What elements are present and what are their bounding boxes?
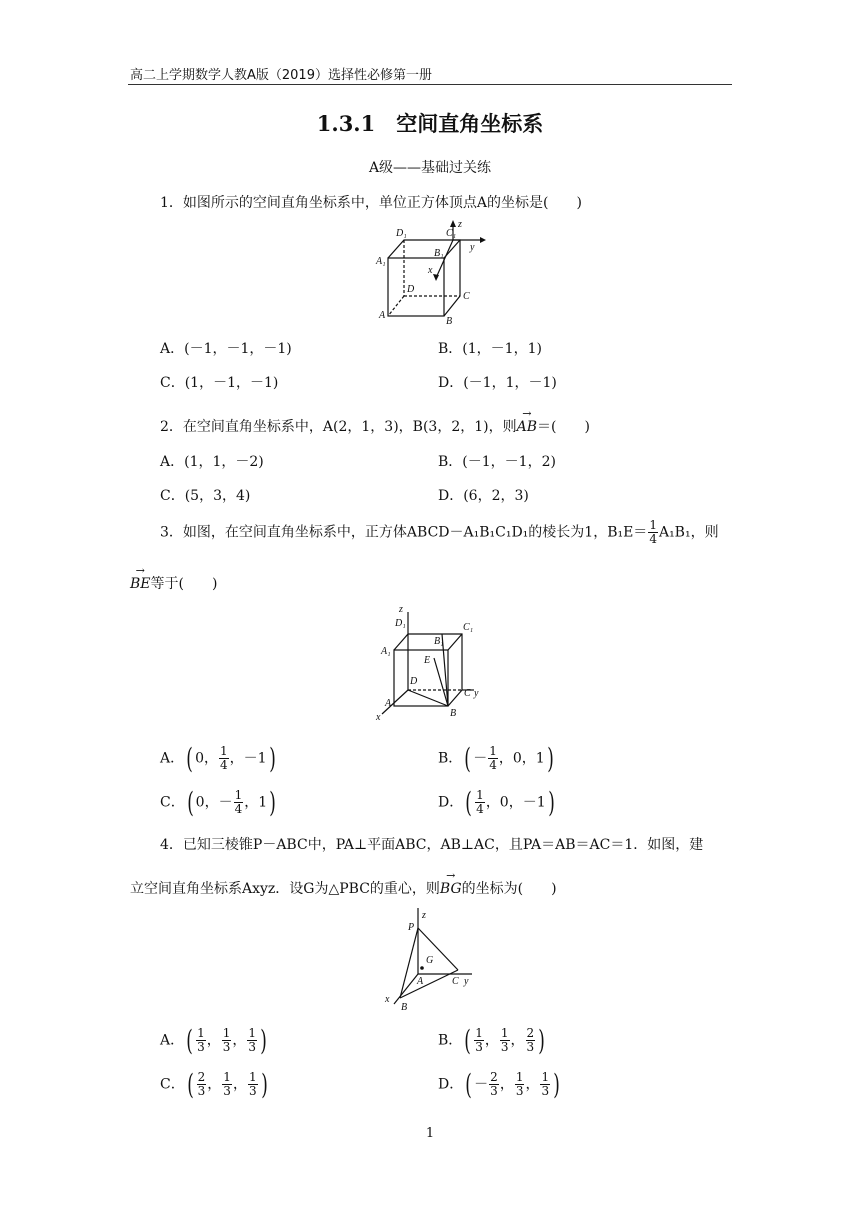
fig1-label-D: D <box>407 284 415 295</box>
q3-stem-line2-tail: 等于( ) <box>150 576 218 592</box>
q2-vector-ab: → AB <box>517 419 537 435</box>
q3-option-b: B．( － $\frac{1}{4}$ ，0，1) <box>438 742 554 775</box>
fig1-label-D1: D₁ <box>396 228 407 239</box>
fig3-label-A: A <box>417 976 424 987</box>
fig2-label-C1: C₁ <box>463 622 474 633</box>
q4-option-a: A．( $\frac{1}{3}$ ， $\frac{1}{3}$ ， $\frac{1}{3}$ ) <box>160 1024 267 1057</box>
q1-stem: 1．如图所示的空间直角坐标系中，单位正方体顶点A的坐标是( ) <box>160 195 582 211</box>
fig3-label-P: P <box>408 922 415 933</box>
fig1-label-x: x <box>428 265 433 276</box>
q4-stem-line2-tail: 的坐标为( ) <box>461 881 557 897</box>
fig1-label-A: A <box>379 310 386 321</box>
q3-stem-line2 <box>130 573 217 593</box>
q2-option-a: A．(1，1，－2) <box>160 454 264 470</box>
header-rule <box>128 84 732 85</box>
fig1-label-B: B <box>446 316 453 327</box>
fig2-label-E: E <box>424 655 431 666</box>
fraction-denominator: 4 <box>649 532 657 546</box>
fig1-label-y: y <box>470 242 475 253</box>
q3-option-c: C．( 0，－ $\frac{1}{4}$ ，1) <box>160 786 276 819</box>
fig1-label-C1: C₁ <box>446 228 457 239</box>
q1-cube-figure <box>370 218 490 330</box>
q3-option-a: A．( 0， $\frac{1}{4}$ ，－1) <box>160 742 276 775</box>
fig1-label-z: z <box>458 219 462 230</box>
fig1-label-C: C <box>463 291 470 302</box>
q3-option-d: D．( $\frac{1}{4}$ ，0，－1) <box>438 786 555 819</box>
q4-option-d: D．( － $\frac{2}{3}$ ， $\frac{1}{3}$ ， $\frac{1}{3}$ ) <box>438 1068 560 1101</box>
fig2-label-B: B <box>450 708 457 719</box>
page-number: 1 <box>425 1126 435 1141</box>
fig3-label-G: G <box>426 955 434 966</box>
q4-stem-line2-text: 立空间直角坐标系Axyz．设G为△PBC的重心，则 <box>130 881 440 897</box>
fig2-label-A1: A₁ <box>381 646 391 657</box>
q4-vector-bg: → BG <box>440 881 462 897</box>
q1-option-c: C．(1，－1，－1) <box>160 375 279 391</box>
section-subtitle: A级——基础过关练 <box>368 160 492 176</box>
fig2-label-D: D <box>410 676 418 687</box>
q3-stem-fraction <box>648 519 658 546</box>
q4-tetrahedron-figure <box>380 906 480 1014</box>
section-title: 1.3.1 空间直角坐标系 <box>316 111 544 136</box>
q2-option-d: D．(6，2，3) <box>438 488 529 504</box>
fig2-label-D1: D₁ <box>395 618 406 629</box>
q1-option-b: B．(1，－1，1) <box>438 341 542 357</box>
q3-stem <box>160 519 740 546</box>
fraction-numerator: 1 <box>649 518 657 532</box>
fig2-label-z: z <box>399 604 403 615</box>
q2-option-c: C．(5，3，4) <box>160 488 251 504</box>
q3-vector-be: → BE <box>130 576 151 592</box>
q3-stem-tail: A₁B₁，则 <box>658 524 719 541</box>
fig2-label-y: y <box>474 688 479 699</box>
q2-stem <box>160 416 590 436</box>
fig3-label-x: x <box>385 994 390 1005</box>
fig2-label-x: x <box>376 712 381 723</box>
q2-stem-tail: ＝( ) <box>537 419 590 435</box>
q1-option-d: D．(－1，1，－1) <box>438 375 557 391</box>
fig3-label-B: B <box>401 1002 408 1013</box>
fig2-label-A: A <box>385 698 392 709</box>
running-header: 高二上学期数学人教A版（2019）选择性必修第一册 <box>130 68 432 83</box>
q2-stem-text: 2．在空间直角坐标系中，A(2，1，3)，B(3，2，1)，则 <box>160 419 517 435</box>
fig2-label-C: C <box>464 688 471 699</box>
q2-option-b: B．(－1，－1，2) <box>438 454 556 470</box>
q4-stem: 4．已知三棱锥P－ABC中，PA⊥平面ABC，AB⊥AC，且PA＝AB＝AC＝1．如图，建 <box>160 837 704 853</box>
fig1-label-A1: A₁ <box>376 256 386 267</box>
q3-stem-text: 3．如图，在空间直角坐标系中，正方体ABCD－A₁B₁C₁D₁的棱长为1，B₁E＝ <box>160 524 648 541</box>
fig3-label-y: y <box>464 976 469 987</box>
q4-option-c: C．( $\frac{2}{3}$ ， $\frac{1}{3}$ ， $\frac{1}{3}$ ) <box>160 1068 268 1101</box>
fig2-label-B1: B₁ <box>434 636 444 647</box>
q1-option-a: A．(－1，－1，－1) <box>160 341 292 357</box>
q4-option-b: B．( $\frac{1}{3}$ ， $\frac{1}{3}$ ， $\frac{2}{3}$ ) <box>438 1024 545 1057</box>
q4-stem-line2 <box>130 878 557 898</box>
fig3-label-C: C <box>452 976 459 987</box>
fig3-label-z: z <box>422 910 426 921</box>
fig1-label-B1: B₁ <box>434 248 444 259</box>
q3-cube-figure <box>370 602 490 724</box>
